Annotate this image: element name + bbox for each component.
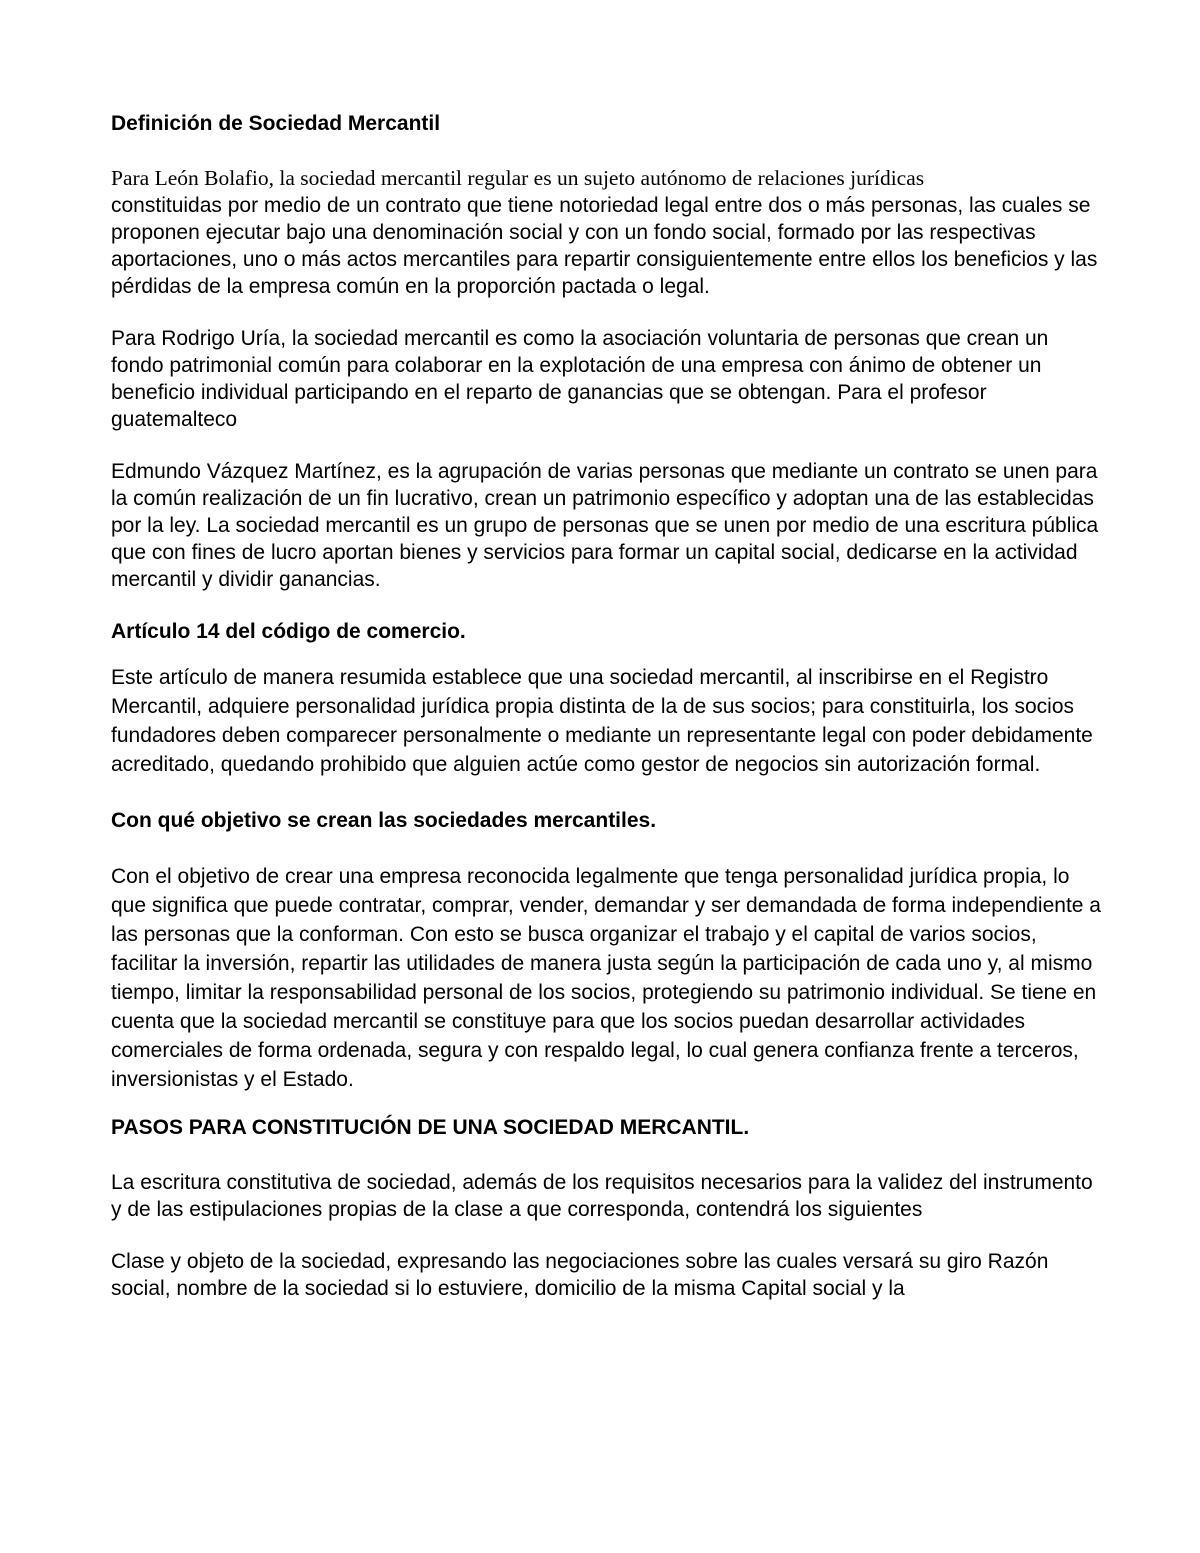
heading-articulo-14: Artículo 14 del código de comercio. [111, 620, 466, 643]
paragraph-articulo-14: Este artículo de manera resumida establece que una sociedad mercantil, al inscribirse en el Registro Mercantil, adquiere personalidad jurídica propia distinta de la de sus socios; para constituirla, los socios fundadores deben comparecer personalmente o mediante un representante legal con poder debidamente acreditado, quedando prohibido que alguien actúe como gestor de negocios sin autorización formal. [111, 666, 1093, 776]
paragraph-escritura: La escritura constitutiva de sociedad, además de los requisitos necesarios para la validez del instrumento y de las estipulaciones propias de la clase a que corresponda, contendrá los siguientes [111, 1171, 1093, 1221]
paragraph-clase-objeto: Clase y objeto de la sociedad, expresando las negociaciones sobre las cuales versará su giro Razón social, nombre de la sociedad si lo estuviere, domicilio de la misma Capital social y la [111, 1250, 1049, 1300]
heading-definicion: Definición de Sociedad Mercantil [111, 112, 441, 135]
paragraph-vazquez: Edmundo Vázquez Martínez, es la agrupación de varias personas que mediante un contrato se unen para la común realización de un fin lucrativo, crean un patrimonio específico y adoptan una de las establecidas por la ley. La sociedad mercantil es un grupo de personas que se unen por medio de una escritura pública que con fines de lucro aportan bienes y servicios para formar un capital social, dedicarse en la actividad mercantil y dividir ganancias. [111, 460, 1099, 591]
paragraph-bolafio [111, 165, 1101, 300]
heading-objetivo: Con qué objetivo se crean las sociedades mercantiles. [111, 809, 657, 832]
paragraph-objetivo: Con el objetivo de crear una empresa reconocida legalmente que tenga personalidad jurídica propia, lo que significa que puede contratar, comprar, vender, demandar y ser demandada de forma independiente a las personas que la conforman. Con esto se busca organizar el trabajo y el capital de varios socios, facilitar la inversión, repartir las utilidades de manera justa según la participación de cada uno y, al mismo tiempo, limitar la responsabilidad personal de los socios, protegiendo su patrimonio individual. Se tiene en cuenta que la sociedad mercantil se constituye para que los socios puedan desarrollar actividades comerciales de forma ordenada, segura y con respaldo legal, lo cual genera confianza frente a terceros, inversionistas y el Estado. [111, 865, 1101, 1091]
paragraph-bolafio-rest: constituidas por medio de un contrato que tiene notoriedad legal entre dos o más personas, las cuales se proponen ejecutar bajo una denominación social y con un fondo social, formado por las respectivas aportaciones, uno o más actos mercantiles para repartir consiguientemente entre ellos los beneficios y las pérdidas de la empresa común en la proporción pactada o legal. [111, 194, 1098, 298]
document-body [111, 110, 1101, 1302]
heading-pasos: PASOS PARA CONSTITUCIÓN DE UNA SOCIEDAD MERCANTIL. [111, 1116, 750, 1139]
paragraph-bolafio-lead: Para León Bolafio, la sociedad mercantil regular es un sujeto autónomo de relaciones jurídicas [111, 166, 925, 190]
paragraph-uria: Para Rodrigo Uría, la sociedad mercantil es como la asociación voluntaria de personas que crean un fondo patrimonial común para colaborar en la explotación de una empresa con ánimo de obtener un beneficio individual participando en el reparto de ganancias que se obtengan. Para el profesor guatemalteco [111, 327, 1049, 431]
